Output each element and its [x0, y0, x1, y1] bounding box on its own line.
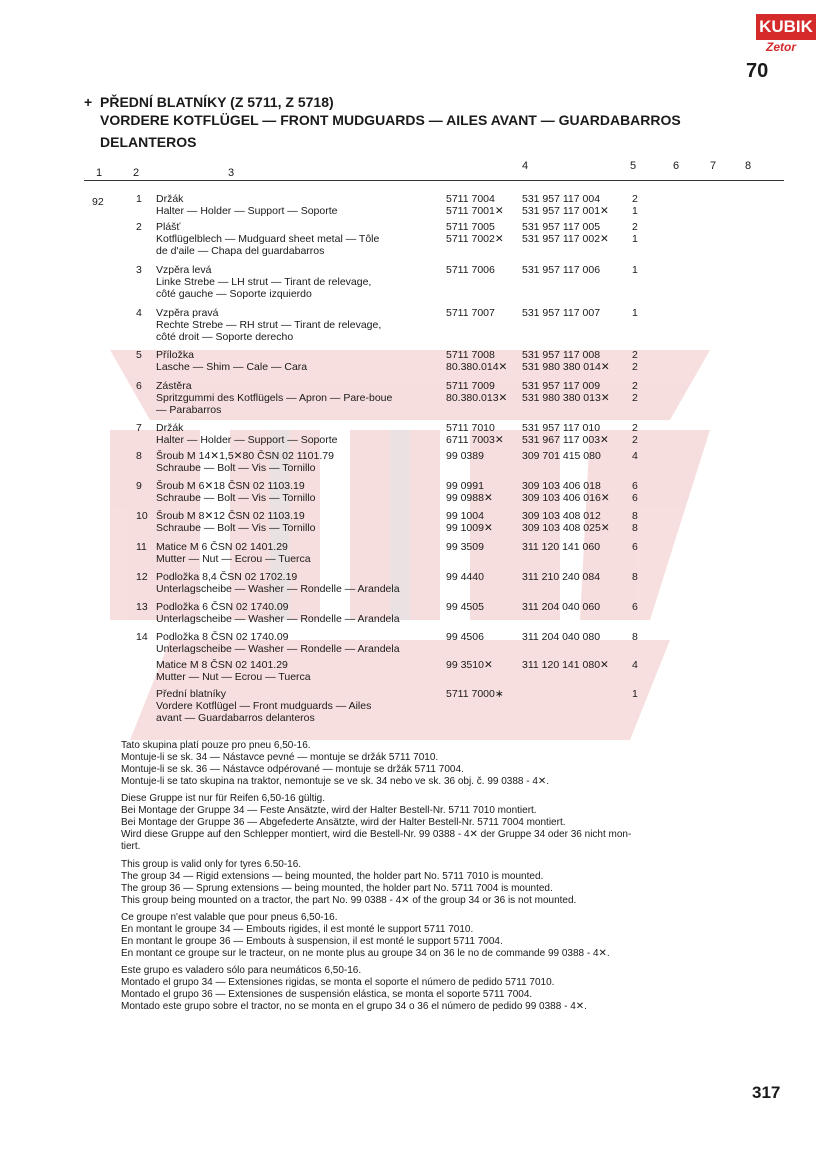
- quantity: 2: [632, 380, 638, 392]
- item-position: 14: [136, 631, 148, 643]
- quantity: 1: [632, 233, 638, 245]
- catalog-number: 531 957 117 002✕: [522, 233, 609, 245]
- note-line: Bei Montage der Gruppe 36 — Abgefederte Ansätzte, wird der Halter Bestell-Nr. 5711 7004 montiert.: [121, 817, 566, 828]
- catalog-number: 311 210 240 084: [522, 571, 601, 583]
- item-description-line: Podložka 8 ČSN 02 1740.09: [156, 631, 289, 643]
- item-description-line: Vzpěra levá: [156, 264, 212, 276]
- quantity: 1: [632, 307, 638, 319]
- quantity: 2: [632, 349, 638, 361]
- item-description-line: Šroub M 6✕18 ČSN 02 1103.19: [156, 480, 305, 492]
- item-description-line: Lasche — Shim — Cale — Cara: [156, 361, 308, 373]
- part-number: 5711 7006: [446, 264, 495, 276]
- quantity: 4: [632, 450, 638, 462]
- note-line: This group is valid only for tyres 6.50-16.: [121, 859, 302, 870]
- column-header-2: 2: [133, 167, 140, 179]
- part-number: 99 3510✕: [446, 659, 493, 671]
- note-line: Montuje-li se sk. 36 — Nástavce odpérované — montuje se držák 5711 7004.: [121, 764, 464, 775]
- item-description-line: Schraube — Bolt — Vis — Tornillo: [156, 492, 316, 504]
- note-line: The group 36 — Sprung extensions — being mounted, the holder part No. 5711 7004 is mounted.: [121, 883, 553, 894]
- item-description-line: côté gauche — Soporte izquierdo: [156, 288, 312, 300]
- column-header-1: 1: [96, 167, 103, 179]
- quantity: 1: [632, 205, 638, 217]
- item-description-line: Podložka 6 ČSN 02 1740.09: [156, 601, 289, 613]
- part-number: 99 1009✕: [446, 522, 493, 534]
- catalog-number: 309 103 408 012: [522, 510, 601, 522]
- part-number: 5711 7004: [446, 193, 495, 205]
- note-line: Este grupo es valadero sólo para neumáticos 6,50-16.: [121, 965, 362, 976]
- item-description-line: Podložka 8,4 ČSN 02 1702.19: [156, 571, 298, 583]
- part-number: 5711 7009: [446, 380, 495, 392]
- part-number: 99 3509: [446, 541, 484, 553]
- part-number: 99 1004: [446, 510, 484, 522]
- item-position: 2: [136, 221, 142, 233]
- part-number: 5711 7010: [446, 422, 495, 434]
- note-line: Montuje-li se sk. 34 — Nástavce pevné — montuje se držák 5711 7010.: [121, 752, 439, 763]
- item-description-line: Vzpěra pravá: [156, 307, 219, 319]
- item-position: 8: [136, 450, 142, 462]
- item-position: 4: [136, 307, 142, 319]
- item-description-line: Matice M 8 ČSN 02 1401.29: [156, 659, 288, 671]
- item-description-line: Schraube — Bolt — Vis — Tornillo: [156, 462, 316, 474]
- item-description-line: Příložka: [156, 349, 194, 361]
- catalog-number: 531 980 380 014✕: [522, 361, 610, 373]
- note-line: En montant le groupe 36 — Embouts à suspension, il est monté le support 5711 7004.: [121, 936, 503, 947]
- catalog-number: 309 103 406 016✕: [522, 492, 610, 504]
- part-number: 5711 7007: [446, 307, 495, 319]
- item-description-line: Unterlagscheibe — Washer — Rondelle — Arandela: [156, 583, 400, 595]
- item-description-line: avant — Guardabarros delanteros: [156, 712, 315, 724]
- item-description-line: Halter — Holder — Support — Soporte: [156, 434, 338, 446]
- part-number: 99 0988✕: [446, 492, 493, 504]
- catalog-number: 531 957 117 001✕: [522, 205, 609, 217]
- header-rule: [84, 180, 784, 181]
- quantity: 6: [632, 601, 638, 613]
- note-line: Ce groupe n'est valable que pour pneus 6,50-16.: [121, 912, 338, 923]
- part-number: 99 4440: [446, 571, 484, 583]
- item-description-line: Držák: [156, 193, 184, 205]
- part-number: 5711 7001✕: [446, 205, 504, 217]
- part-number: 5711 7005: [446, 221, 495, 233]
- catalog-number: 531 957 117 005: [522, 221, 601, 233]
- item-description-line: Držák: [156, 422, 184, 434]
- title-marker: +: [84, 94, 93, 110]
- item-description-line: Šroub M 8✕12 ČSN 02 1103.19: [156, 510, 305, 522]
- quantity: 2: [632, 221, 638, 233]
- item-position: 12: [136, 571, 148, 583]
- page-number-top: 70: [746, 60, 769, 82]
- column-header-8: 8: [745, 160, 752, 172]
- note-line: Diese Gruppe ist nur für Reifen 6,50-16 gültig.: [121, 793, 325, 804]
- item-position: 7: [136, 422, 142, 434]
- item-description-line: Spritzgummi des Kotflügels — Apron — Pare-boue: [156, 392, 393, 404]
- note-line: Bei Montage der Gruppe 34 — Feste Ansätzte, wird der Halter Bestell-Nr. 5711 7010 montiert.: [121, 805, 537, 816]
- quantity: 2: [632, 434, 638, 446]
- item-position: 3: [136, 264, 142, 276]
- item-description-line: Matice M 6 ČSN 02 1401.29: [156, 541, 288, 553]
- quantity: 8: [632, 631, 638, 643]
- item-position: 6: [136, 380, 142, 392]
- item-description-line: Schraube — Bolt — Vis — Tornillo: [156, 522, 316, 534]
- column-header-5: 5: [630, 160, 637, 172]
- item-description-line: Halter — Holder — Support — Soporte: [156, 205, 338, 217]
- item-description-line: Unterlagscheibe — Washer — Rondelle — Arandela: [156, 643, 400, 655]
- note-line: Montuje-li se tato skupina na traktor, nemontuje se ve sk. 34 nebo ve sk. 36 obj. č. 99 0388 - 4✕.: [121, 776, 550, 787]
- page-title-cz: PŘEDNÍ BLATNÍKY (Z 5711, Z 5718): [100, 94, 334, 110]
- part-number: 99 4506: [446, 631, 484, 643]
- item-position: 10: [136, 510, 148, 522]
- quantity: 2: [632, 193, 638, 205]
- item-description-line: Přední blatníky: [156, 688, 227, 700]
- kubik-zetor-logo: [756, 14, 816, 66]
- item-description-line: Unterlagscheibe — Washer — Rondelle — Arandela: [156, 613, 400, 625]
- catalog-number: 309 103 408 025✕: [522, 522, 610, 534]
- page-title-multilang: VORDERE KOTFLÜGEL — FRONT MUDGUARDS — AILES AVANT — GUARDABARROS: [100, 112, 681, 128]
- catalog-number: 531 957 117 007: [522, 307, 601, 319]
- catalog-number: 311 120 141 080✕: [522, 659, 609, 671]
- item-position: 11: [136, 541, 147, 553]
- catalog-number: 531 957 117 006: [522, 264, 601, 276]
- catalog-number: 531 967 117 003✕: [522, 434, 609, 446]
- part-number: 6711 7003✕: [446, 434, 504, 446]
- catalog-number: 309 103 406 018: [522, 480, 601, 492]
- quantity: 8: [632, 571, 638, 583]
- item-description-line: Linke Strebe — LH strut — Tirant de relevage,: [156, 276, 372, 288]
- part-number: 80.380.014✕: [446, 361, 508, 373]
- part-number: 99 0389: [446, 450, 484, 462]
- item-position: 5: [136, 349, 142, 361]
- note-line: tiert.: [121, 841, 141, 852]
- catalog-number: 311 204 040 080: [522, 631, 601, 643]
- quantity: 6: [632, 492, 638, 504]
- item-description-line: Mutter — Nut — Ecrou — Tuerca: [156, 671, 311, 683]
- catalog-number: 531 957 117 008: [522, 349, 601, 361]
- note-line: Montado el grupo 36 — Extensiones de suspensión elástica, se monta el soporte 5711 7004.: [121, 989, 533, 1000]
- quantity: 2: [632, 422, 638, 434]
- part-number: 5711 7008: [446, 349, 495, 361]
- quantity: 8: [632, 510, 638, 522]
- item-description-line: Zástěra: [156, 380, 192, 392]
- note-line: The group 34 — Rigid extensions — being mounted, the holder part No. 5711 7010 is mounted.: [121, 871, 544, 882]
- catalog-number: 311 120 141 060: [522, 541, 601, 553]
- group-number: 92: [92, 196, 104, 208]
- item-description-line: côté droit — Soporte derecho: [156, 331, 294, 343]
- note-line: This group being mounted on a tractor, the part No. 99 0388 - 4✕ of the group 34 or 36 is not mounted.: [121, 895, 577, 906]
- item-description-line: Mutter — Nut — Ecrou — Tuerca: [156, 553, 311, 565]
- item-description-line: — Parabarros: [156, 404, 222, 416]
- part-number: 80.380.013✕: [446, 392, 508, 404]
- catalog-number: 531 957 117 010: [522, 422, 601, 434]
- quantity: 2: [632, 361, 638, 373]
- part-number: 5711 7000∗: [446, 688, 504, 700]
- item-description-line: Šroub M 14✕1,5✕80 ČSN 02 1101.79: [156, 450, 334, 462]
- part-number: 99 4505: [446, 601, 484, 613]
- quantity: 6: [632, 480, 638, 492]
- catalog-number: 311 204 040 060: [522, 601, 601, 613]
- note-line: En montant ce groupe sur le tracteur, on ne monte plus au groupe 34 on 36 le no de commande 99 0388 - 4✕.: [121, 948, 610, 959]
- column-header-6: 6: [673, 160, 680, 172]
- item-description-line: Rechte Strebe — RH strut — Tirant de relevage,: [156, 319, 382, 331]
- item-description-line: Plášť: [156, 221, 181, 233]
- quantity: 2: [632, 392, 638, 404]
- item-description-line: Kotflügelblech — Mudguard sheet metal — Tôle: [156, 233, 380, 245]
- item-position: 13: [136, 601, 148, 613]
- page-title-continued: DELANTEROS: [100, 134, 197, 150]
- item-description-line: de d'aile — Chapa del guardabarros: [156, 245, 325, 257]
- note-line: Montado el grupo 34 — Extensiones rigidas, se monta el soporte el número de pedido 5711 7010.: [121, 977, 555, 988]
- catalog-number: 309 701 415 080: [522, 450, 601, 462]
- quantity: 8: [632, 522, 638, 534]
- note-line: Wird diese Gruppe auf den Schlepper montiert, wird die Bestell-Nr. 99 0388 - 4✕ der Gruppe 34 oder 36 nicht mon-: [121, 829, 632, 840]
- column-header-3: 3: [228, 167, 235, 179]
- part-number: 5711 7002✕: [446, 233, 504, 245]
- quantity: 1: [632, 264, 638, 276]
- item-position: 9: [136, 480, 142, 492]
- column-header-4: 4: [522, 160, 529, 172]
- part-number: 99 0991: [446, 480, 484, 492]
- quantity: 6: [632, 541, 638, 553]
- column-header-7: 7: [710, 160, 717, 172]
- quantity: 4: [632, 659, 638, 671]
- item-position: 1: [136, 193, 142, 205]
- note-line: Montado este grupo sobre el tractor, no se monta en el grupo 34 o 36 el número de pedido 99 0388 - 4✕.: [121, 1001, 587, 1012]
- logo-brand: KUBIK: [759, 17, 813, 36]
- catalog-number: 531 957 117 009: [522, 380, 601, 392]
- catalog-number: 531 957 117 004: [522, 193, 601, 205]
- item-description-line: Vordere Kotflügel — Front mudguards — Ailes: [156, 700, 372, 712]
- note-line: En montant le groupe 34 — Embouts rigides, il est monté le support 5711 7010.: [121, 924, 474, 935]
- logo-sub: Zetor: [766, 40, 796, 54]
- page-number-bottom: 317: [752, 1083, 781, 1102]
- catalog-number: 531 980 380 013✕: [522, 392, 610, 404]
- note-line: Tato skupina platí pouze pro pneu 6,50-16.: [121, 740, 311, 751]
- quantity: 1: [632, 688, 638, 700]
